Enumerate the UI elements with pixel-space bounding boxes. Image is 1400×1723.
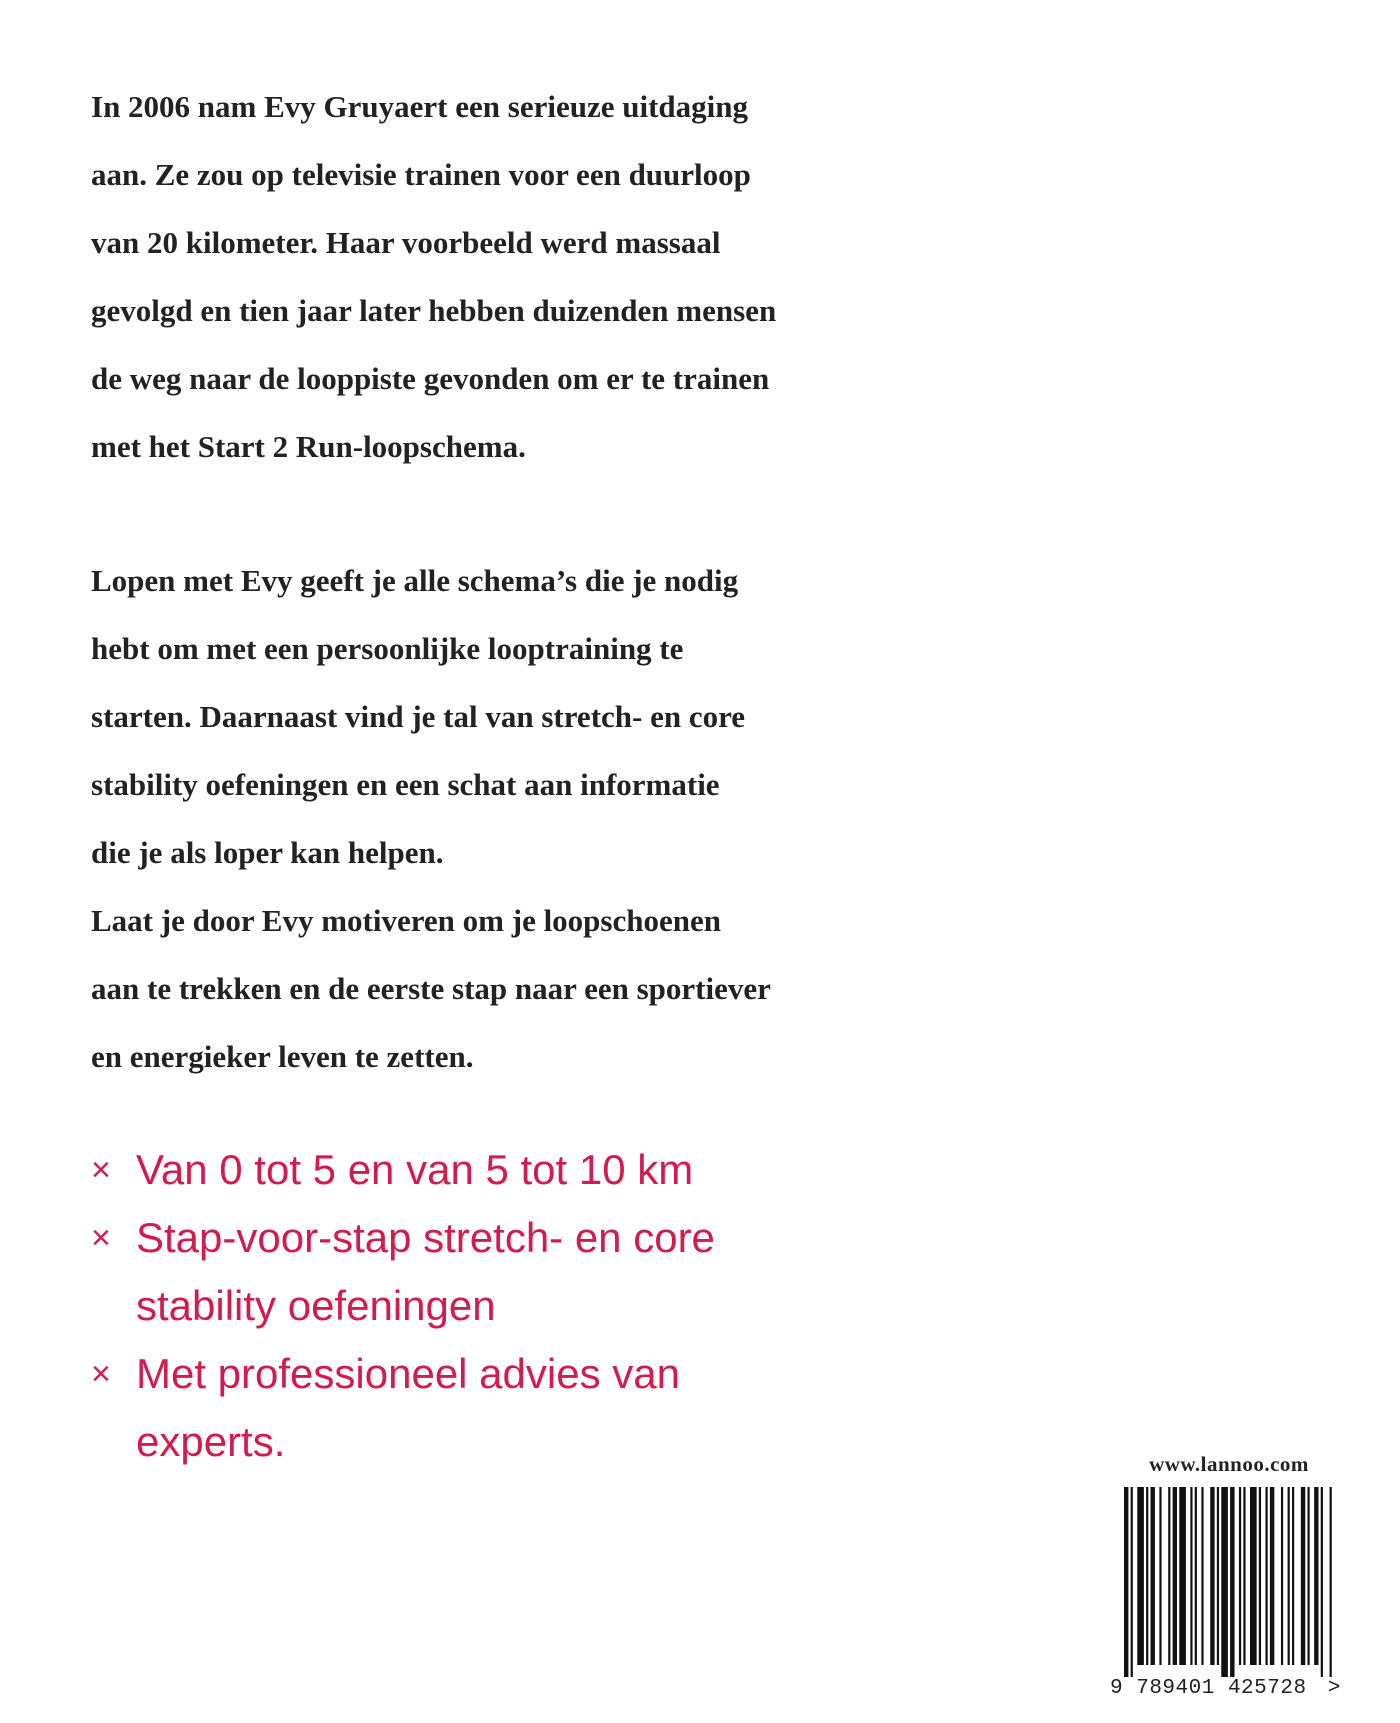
- barcode-bar: [1210, 1487, 1214, 1665]
- barcode-bar: [1190, 1487, 1192, 1665]
- barcode-bar: [1307, 1487, 1309, 1665]
- barcode-bar: [1195, 1487, 1197, 1665]
- paragraph-line: gevolgd en tien jaar later hebben duizenden mensen: [91, 293, 777, 328]
- cross-bullet-icon: ×: [91, 1151, 111, 1189]
- description-paragraph: [91, 547, 991, 1091]
- barcode-graphic: [1124, 1487, 1334, 1677]
- barcode-bar: [1288, 1487, 1290, 1665]
- barcode-bar: [1131, 1487, 1133, 1677]
- cross-bullet-icon: ×: [91, 1219, 111, 1257]
- barcode-bar: [1179, 1487, 1186, 1665]
- paragraph-line: de weg naar de looppiste gevonden om er te trainen: [91, 361, 770, 396]
- list-item: [91, 1204, 991, 1340]
- barcode-bar: [1259, 1487, 1261, 1665]
- paragraph-line: hebt om met een persoonlijke looptraining te: [91, 631, 684, 666]
- barcode-bar: [1230, 1487, 1234, 1677]
- list-item-text: Van 0 tot 5 en van 5 tot 10 km: [136, 1146, 694, 1193]
- paragraph-line: en energieker leven te zetten.: [91, 1039, 474, 1074]
- isbn-group-2: 425728: [1227, 1677, 1307, 1700]
- barcode-bar: [1250, 1487, 1257, 1665]
- barcode-bar: [1314, 1487, 1318, 1665]
- paragraph-line: aan te trekken en de eerste stap naar een sportiever: [91, 971, 771, 1006]
- list-item-text: stability oefeningen: [136, 1282, 496, 1329]
- list-item-text: Met professioneel advies van: [136, 1350, 680, 1397]
- barcode-bar: [1151, 1487, 1155, 1665]
- barcode-bar: [1173, 1487, 1177, 1665]
- list-item: [91, 1136, 991, 1204]
- paragraph-line: van 20 kilometer. Haar voorbeeld werd massaal: [91, 225, 721, 260]
- barcode-bar: [1221, 1487, 1228, 1677]
- list-item: [91, 1340, 991, 1476]
- barcode-bar: [1124, 1487, 1128, 1677]
- feature-list: [91, 1136, 991, 1476]
- barcode-bar: [1321, 1487, 1323, 1677]
- paragraph-line: die je als loper kan helpen.: [91, 835, 444, 870]
- isbn-prefix: 9: [1110, 1677, 1124, 1700]
- paragraph-line: stability oefeningen en een schat aan informatie: [91, 767, 720, 802]
- barcode-bar: [1281, 1487, 1283, 1665]
- barcode-bar: [1217, 1487, 1219, 1665]
- barcode-bar: [1330, 1487, 1332, 1677]
- paragraph-line: Laat je door Evy motiveren om je loopschoenen: [91, 903, 721, 938]
- isbn-group-1: 789401: [1136, 1677, 1215, 1700]
- isbn-barcode: [1124, 1487, 1334, 1677]
- barcode-bar: [1265, 1487, 1267, 1665]
- barcode-bar: [1168, 1487, 1170, 1665]
- paragraph-line: met het Start 2 Run-loopschema.: [91, 429, 526, 464]
- cross-bullet-icon: ×: [91, 1355, 111, 1393]
- publisher-website: www.lannoo.com: [1149, 1452, 1309, 1476]
- barcode-bar: [1243, 1487, 1245, 1665]
- barcode-bar: [1292, 1487, 1294, 1665]
- barcode-bar: [1301, 1487, 1305, 1665]
- paragraph-line: Lopen met Evy geeft je alle schema’s die je nodig: [91, 563, 739, 598]
- isbn-arrow: >: [1327, 1677, 1341, 1700]
- barcode-bar: [1159, 1487, 1161, 1665]
- barcode-bar: [1239, 1487, 1241, 1665]
- paragraph-line: aan. Ze zou op televisie trainen voor een duurloop: [91, 157, 751, 192]
- paragraph-line: In 2006 nam Evy Gruyaert een serieuze uitdaging: [91, 89, 748, 124]
- barcode-bar: [1137, 1487, 1144, 1665]
- isbn-number: [1110, 1677, 1360, 1700]
- intro-paragraph: [91, 73, 991, 481]
- list-item-text: Stap-voor-stap stretch- en core: [136, 1214, 715, 1261]
- barcode-bar: [1146, 1487, 1148, 1665]
- paragraph-line: starten. Daarnaast vind je tal van stretch- en core: [91, 699, 746, 734]
- list-item-text: experts.: [136, 1418, 286, 1465]
- barcode-bar: [1201, 1487, 1203, 1665]
- barcode-bar: [1270, 1487, 1274, 1665]
